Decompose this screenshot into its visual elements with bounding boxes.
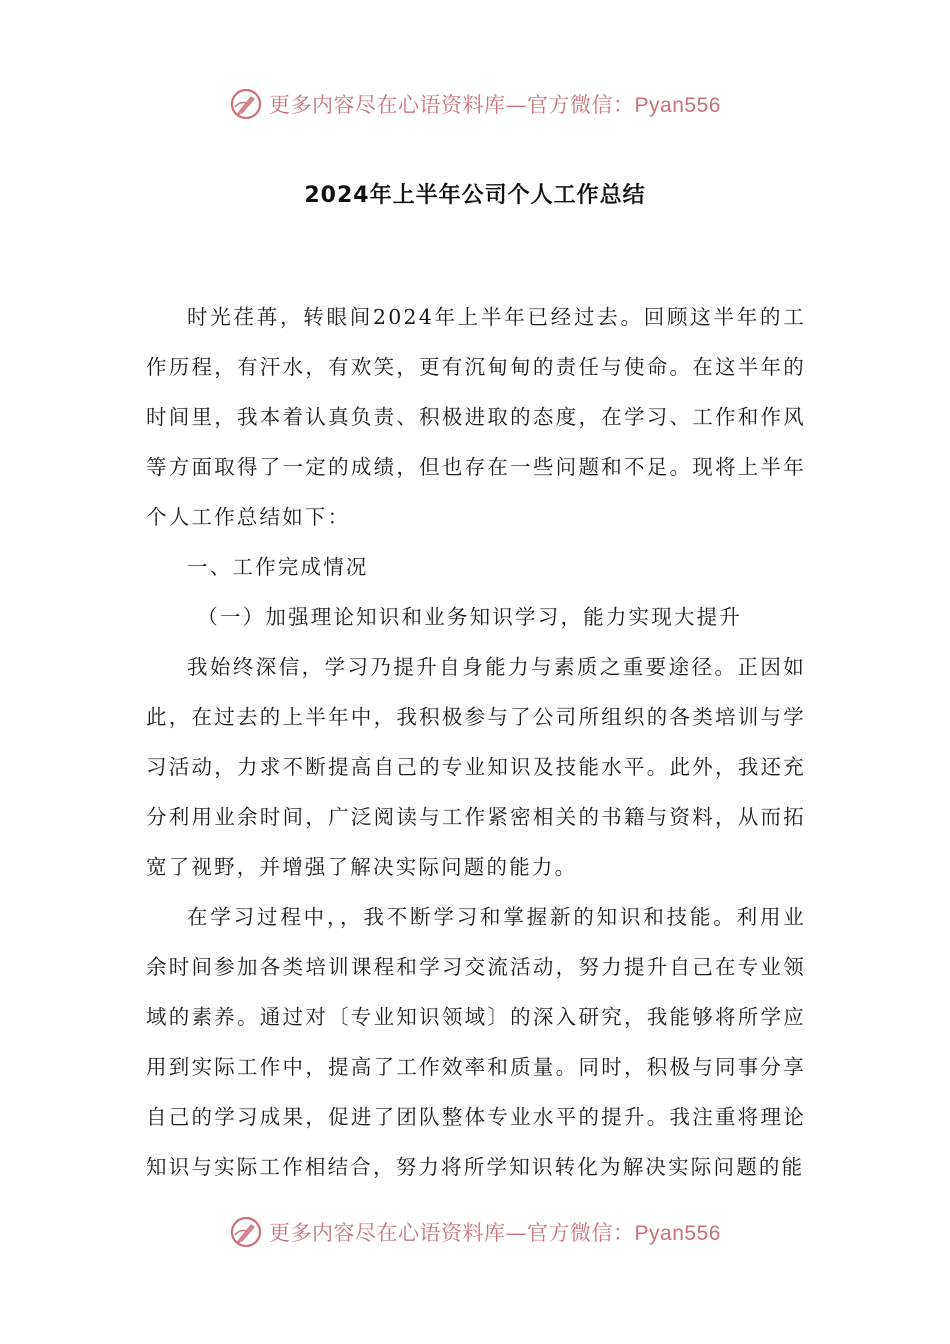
document-body bbox=[146, 292, 806, 1192]
watermark-text: 更多内容尽在心语资料库—官方微信：Pyan556 bbox=[269, 1221, 721, 1245]
intro-paragraph: 时光荏苒，转眼间2024年上半年已经过去。回顾这半年的工作历程，有汗水，有欢笑，更有沉甸甸的责任与使命。在这半年的时间里，我本着认真负责、积极进取的态度，在学习、工作和作风等方面取得了一定的成绩，但也存在一些问题和不足。现将上半年个人工作总结如下： bbox=[146, 305, 806, 529]
subsection-heading: （一）加强理论知识和业务知识学习，能力实现大提升 bbox=[197, 605, 743, 629]
watermark-text: 更多内容尽在心语资料库—官方微信：Pyan556 bbox=[269, 93, 721, 117]
pen-logo-icon bbox=[229, 87, 263, 121]
pen-logo-icon bbox=[229, 1215, 263, 1249]
section-heading: 一、工作完成情况 bbox=[187, 555, 369, 579]
document-title: 2024年上半年公司个人工作总结 bbox=[304, 183, 646, 208]
body-paragraph: 在学习过程中，，我不断学习和掌握新的知识和技能。利用业余时间参加各类培训课程和学习交流活动，努力提升自己在专业领域的素养。通过对〔专业知识领域〕的深入研究，我能够将所学应用到实际工作中，提高了工作效率和质量。同时，积极与同事分享自己的学习成果，促进了团队整体专业水平的提升。我注重将理论知识与实际工作相结合，努力将所学知识转化为解决实际问题的能 bbox=[146, 905, 806, 1179]
wechat-id: Pyan556 bbox=[634, 94, 721, 117]
wechat-id: Pyan556 bbox=[634, 1222, 721, 1245]
footer-watermark-banner bbox=[0, 1212, 950, 1252]
header-watermark-banner bbox=[0, 84, 950, 124]
body-paragraph: 我始终深信，学习乃提升自身能力与素质之重要途径。正因如此，在过去的上半年中，我积极参与了公司所组织的各类培训与学习活动，力求不断提高自己的专业知识及技能水平。此外，我还充分利用业余时间，广泛阅读与工作紧密相关的书籍与资料，从而拓宽了视野，并增强了解决实际问题的能力。 bbox=[146, 655, 806, 879]
